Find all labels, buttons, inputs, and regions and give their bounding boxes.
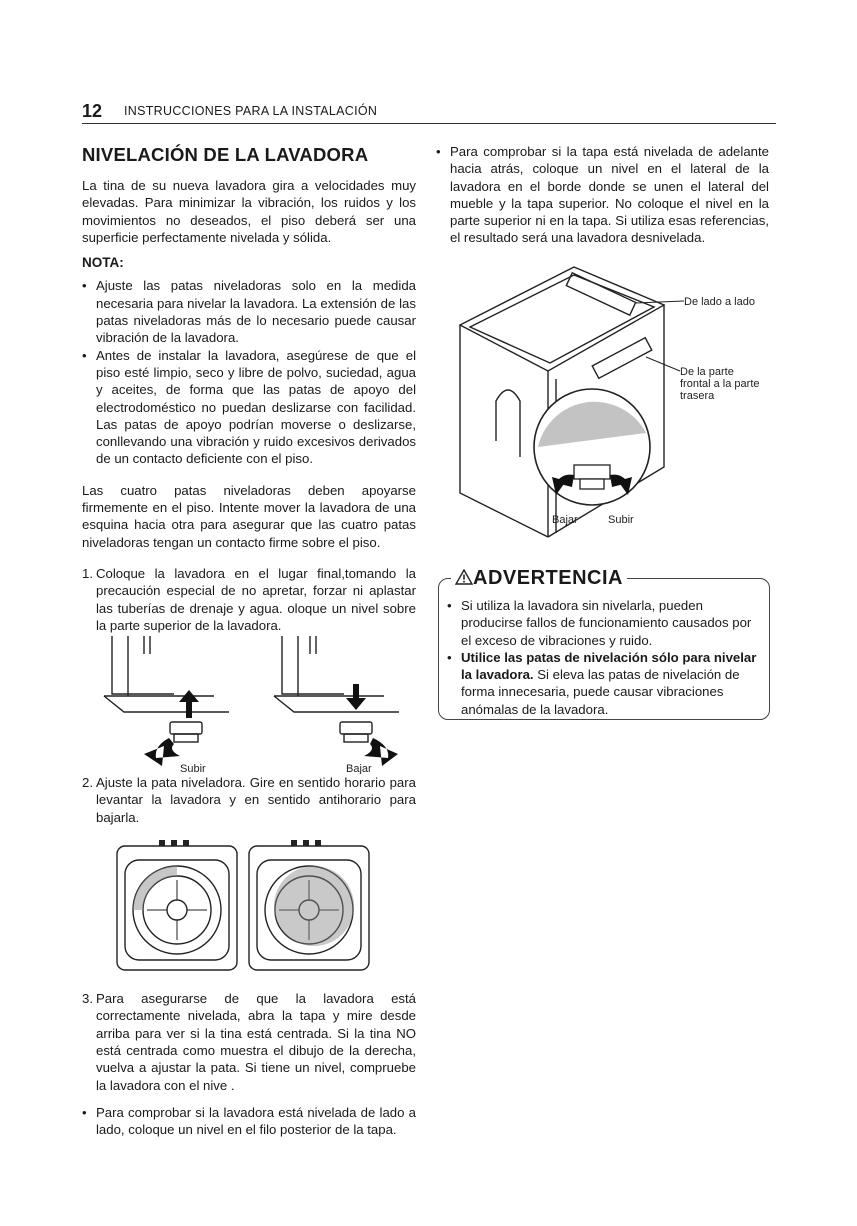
warning-title-text: ADVERTENCIA	[473, 567, 623, 589]
tub-top-view-figure	[109, 836, 389, 976]
step-number: 2.	[82, 775, 93, 791]
label-lower: Bajar	[552, 513, 578, 526]
section-heading: NIVELACIÓN DE LA LAVADORA	[82, 144, 369, 165]
side-level-item: • Para comprobar si la lavadora está nivelada de lado a lado, coloque un nivel en el filo posterior de la tapa.	[82, 1104, 416, 1139]
intro-paragraph: La tina de su nueva lavadora gira a velocidades muy elevadas. Para minimizar la vibración, los ruidos y los movimientos no deseados, el piso deberá ser una superficie perfectamente nivelada y sólida.	[82, 178, 416, 245]
leveling-legs-figure	[84, 634, 414, 774]
section-title: INSTRUCCIONES PARA LA INSTALACIÓN	[124, 104, 378, 118]
legs-paragraph: Las cuatro patas niveladoras deben apoyarse firmemente en el piso. Intente mover la lavadora de una esquina hacia otra para asegurar que las cuatro patas niveladoras tengan un contacto firme sobre el piso.	[82, 482, 416, 550]
step-3	[82, 990, 416, 1094]
warning-triangle-icon	[455, 569, 473, 585]
warning-item-rest: Si eleva las patas de nivelación de forma innecesaria, puede causar vibraciones anómalas de la lavadora.	[461, 667, 740, 717]
label-front-to-back-3: trasera	[680, 389, 715, 402]
step-number: 1.	[82, 565, 93, 581]
step-text: Coloque la lavadora en el lugar final,tomando la precaución especial de no apretar, forzar ni aplastar las tuberías de drenaje y agua. oloque un nivel sobre la parte superior de la lavadora.	[96, 565, 416, 633]
step-text: Para asegurarse de que la lavadora está correctamente nivelada, abra la tapa y mire desde arriba para ver si la tina está centrada. Si la tina NO está centrada como muestra el dibujo de la derecha, vuelva a ajustar la pata. Si tiene un nivel, compruebe la lavadora con el nive .	[96, 991, 416, 1093]
warning-item-bold: Utilice las patas de nivelación sólo para nivelar la lavadora.	[461, 649, 757, 683]
arrow-down-icon	[346, 684, 366, 710]
right-column	[436, 143, 769, 541]
label-front-to-back-2: frontal a la parte	[680, 377, 760, 390]
warning-item: • Si utiliza la lavadora sin nivelarla, pueden producirse fallos de funcionamiento causados por el exceso de vibraciones y ruido.	[447, 597, 763, 649]
steps-list	[82, 565, 416, 634]
step-2	[82, 774, 416, 826]
header-rule	[82, 123, 776, 124]
fig-label-down: Bajar	[346, 763, 372, 775]
arrow-up-icon	[179, 690, 199, 718]
front-level-item: • Para comprobar si la tapa está nivelada de adelante hacia atrás, coloque un nivel en el lateral de la lavadora en el borde donde se unen el lateral del mueble y la tapa superior. No coloque el nivel en la parte superior ni en la tapa. Si utiliza esas referencias, el resultado será una lavadora desnivelada.	[436, 143, 769, 247]
label-front-to-back-1: De la parte	[680, 365, 734, 378]
fig-label-up: Subir	[180, 763, 206, 775]
warning-item	[447, 649, 763, 718]
left-column	[82, 143, 416, 1138]
step-number: 3.	[82, 991, 93, 1007]
warning-box	[438, 567, 770, 720]
steps-list-2	[82, 774, 416, 826]
warning-title	[451, 566, 627, 590]
washer-level-figure	[436, 261, 769, 541]
note-item: • Ajuste las patas niveladoras solo en la medida necesaria para nivelar la lavadora. La extensión de las patas niveladoras más de lo necesario puede causar vibración de la lavadora.	[82, 277, 416, 346]
warning-list	[447, 597, 763, 718]
side-level-list	[82, 1104, 416, 1139]
step-text: Ajuste la pata niveladora. Gire en sentido horario para levantar la lavadora y en sentido antihorario para bajarla.	[96, 775, 416, 825]
rotate-right-icon	[364, 738, 398, 766]
step-1	[82, 565, 416, 634]
note-item: • Antes de instalar la lavadora, asegúrese de que el piso esté limpio, seco y libre de polvo, suciedad, agua y aceites, de forma que las patas de apoyo del electrodoméstico no puedan deslizarse con facilidad. Las patas de apoyo podrían moverse o deslizarse, conllevando una vibración y ruido excesivos derivados de un contacto deficiente con el piso.	[82, 347, 416, 468]
label-raise: Subir	[608, 513, 634, 526]
note-label: NOTA:	[82, 255, 124, 271]
note-list	[82, 277, 416, 467]
page-header	[82, 101, 776, 123]
label-side-to-side: De lado a lado	[684, 295, 755, 308]
front-level-list	[436, 143, 769, 247]
page-number: 12	[82, 101, 103, 121]
steps-list-3	[82, 990, 416, 1094]
